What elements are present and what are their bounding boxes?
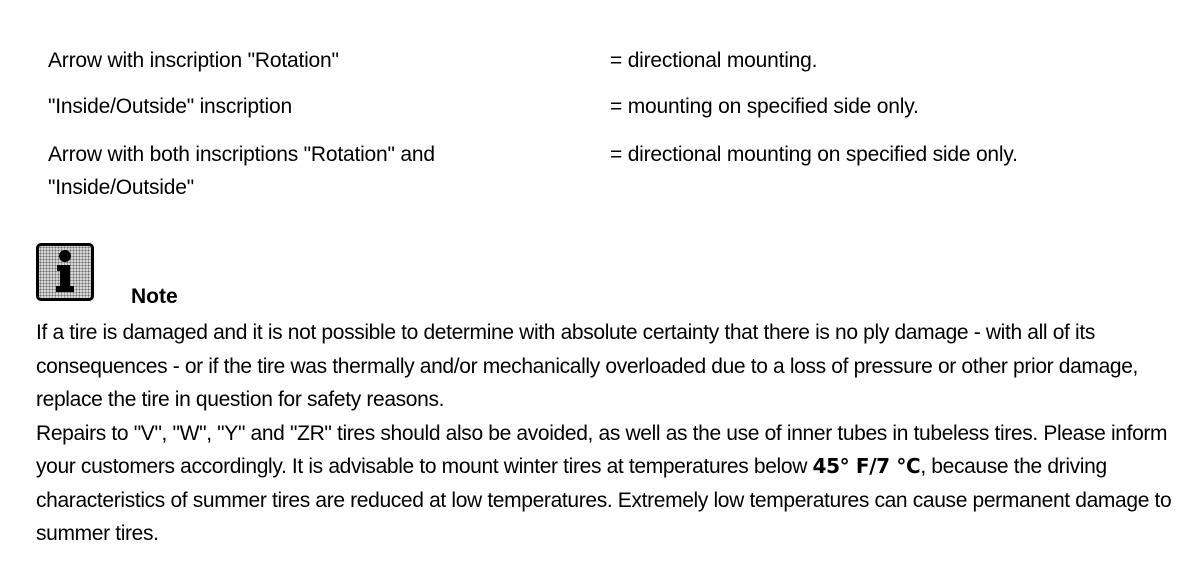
definition-description: = directional mounting on specified side only. [610,143,1018,166]
definition-description: = directional mounting. [610,49,818,72]
definition-row-both [48,138,1168,208]
definition-row-inside-outside [48,90,1168,138]
definition-term [48,138,568,204]
definition-term: Arrow with inscription "Rotation" [48,49,339,72]
definition-description: = mounting on specified side only. [610,95,919,118]
note-text-before-temperature: Repairs to "V", "W", "Y" and "ZR" tires should also be avoided, as well as the use of inner tubes in tubeless tires. Please inform your customers accordingly. It is advisable to mount winter tires at temperatures below [36,421,1168,478]
info-glyph [39,246,91,298]
definition-term: "Inside/Outside" inscription [48,95,292,118]
mounting-definitions [48,44,1168,208]
info-icon [36,243,94,301]
definition-row-rotation [48,44,1168,90]
note-paragraph-2 [36,417,1176,551]
definition-term-line-2: "Inside/Outside" [48,176,194,199]
definition-term-line-1: Arrow with both inscriptions "Rotation" and [48,143,435,166]
note-paragraph-1: If a tire is damaged and it is not possible to determine with absolute certainty that there is no ply damage - with all of its consequences - or if the tire was thermally and/or mechanically overloaded due to a loss of pressure or other prior damage, replace the tire in question for safety reasons. [36,321,1139,411]
note-body [36,316,1176,551]
temperature-threshold: 45° F/7 °C [812,454,921,478]
note-title: Note [131,285,178,308]
note-text-after-temperature: , because the driving characteristics of summer tires are reduced at low temperatures. Extremely low temperatures can cause permanent damage to summer tires. [36,455,1172,545]
